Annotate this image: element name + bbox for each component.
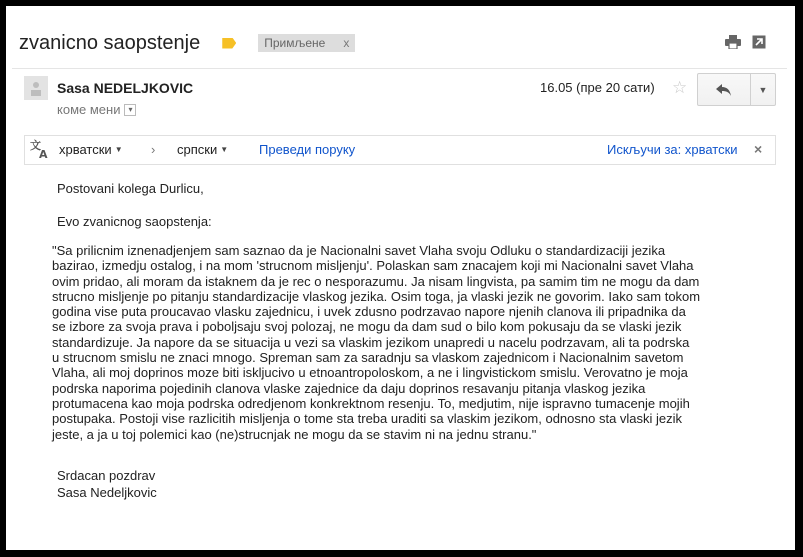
star-icon[interactable]: ☆ — [672, 78, 688, 97]
svg-text:文: 文 — [30, 139, 41, 152]
reply-icon — [716, 84, 732, 96]
reply-button-group — [697, 73, 776, 106]
close-translation-button[interactable]: × — [754, 141, 763, 157]
remove-label-button[interactable]: x — [343, 36, 350, 50]
translation-bar — [24, 135, 776, 165]
arrow-icon: › — [151, 142, 156, 157]
source-language-label: хрватски — [59, 142, 112, 157]
recipient-text: коме мени — [57, 102, 121, 117]
inbox-label-chip[interactable] — [258, 34, 355, 52]
source-language-select[interactable] — [59, 142, 123, 157]
more-actions-button[interactable] — [751, 74, 775, 105]
print-icon[interactable] — [725, 34, 741, 50]
chevron-down-icon: ▼ — [220, 145, 229, 154]
inbox-label-text: Примљене — [264, 36, 326, 50]
new-window-icon[interactable] — [751, 34, 767, 50]
svg-text:A: A — [39, 148, 48, 159]
message-toolbar — [725, 34, 767, 50]
closing-line: Srdacan pozdrav — [57, 468, 156, 483]
important-label-icon[interactable] — [222, 38, 236, 49]
email-subject: zvanicno saopstenje — [19, 31, 201, 54]
greeting-line: Postovani kolega Durlicu, — [57, 181, 204, 196]
message-date: 16.05 (пре 20 сати) — [540, 80, 655, 95]
statement-paragraph: "Sa prilicnim iznenadjenjem sam saznao da je Nacionalni savet Vlaha svoju Odluku o standardizaciji jezika bazirao, izmedju ostalog, i na mom 'strucnom misljenju'. Polaskan sam znacajem koji mi Nacionalni savet Vlaha ovim pridao, ali moram da istaknem da je rec o nesporazumu. Ja nisam lingvista, pa samim tim ne mogu da dam strucno misljenje po pitanju standardizacije vlaskog jezika. Osim toga, ja vlaski jezik ne govorim. Iako sam tokom godina vise puta proucavao vlasku zajednicu, i uvek zdusno podrzavao napore njenih clanova ili pripadnika da se izbore za svoja prava i poboljsaju svoj polozaj, ne mogu da dam sud o bilo kom pokusaju da se vlaski jezik standardizuje. Ja napore da se situacija u vezi sa vlaskim jezikom unapredi u nacelu podrzavam, ali ta podrska u strucnom smislu ne znaci mnogo. Spreman sam za saradnju sa vlaskom zajednicom i Nacionalnim savetom Vlaha, ali moj doprinos moze biti iskljucivo u etnoantropoloskom, a ne i lingvistickom smislu. Verovatno je moja podrska naporima pojedinih clanova vlaske zajednice da daju doprinos resavanju pitanja vlaskog jezika protumacena kao moja podrska odredjenom konkrektnom resenju. To, medjutim, nije ispravno tumacenje mojih postupaka. Postoji vise razlicitih misljenja o tome sta treba uraditi sa vlaskim jezikom, odnosno sta vlaski jezik jeste, a ja u toj polemici kao (ne)strucnjak ne mogu da se stavim ni na jednu stranu." — [52, 243, 701, 442]
chevron-down-icon: ▼ — [758, 84, 768, 95]
translate-icon — [30, 139, 52, 162]
turn-off-translation-link[interactable]: Искључи за: хрватски — [607, 142, 738, 157]
divider — [12, 68, 787, 69]
sender-avatar[interactable] — [24, 76, 48, 100]
subject-row — [19, 28, 355, 58]
sender-name[interactable]: Sasa NEDELJKOVIC — [57, 80, 194, 96]
signature-line: Sasa Nedeljkovic — [57, 485, 157, 500]
target-language-label: српски — [177, 142, 218, 157]
intro-line: Evo zvanicnog saopstenja: — [57, 214, 212, 229]
translate-message-link[interactable]: Преведи поруку — [259, 142, 356, 157]
chevron-down-icon: ▼ — [114, 145, 123, 154]
show-details-icon[interactable]: ▾ — [124, 104, 136, 116]
recipient-line — [57, 102, 136, 117]
target-language-select[interactable] — [177, 142, 228, 157]
reply-button[interactable] — [698, 74, 751, 105]
